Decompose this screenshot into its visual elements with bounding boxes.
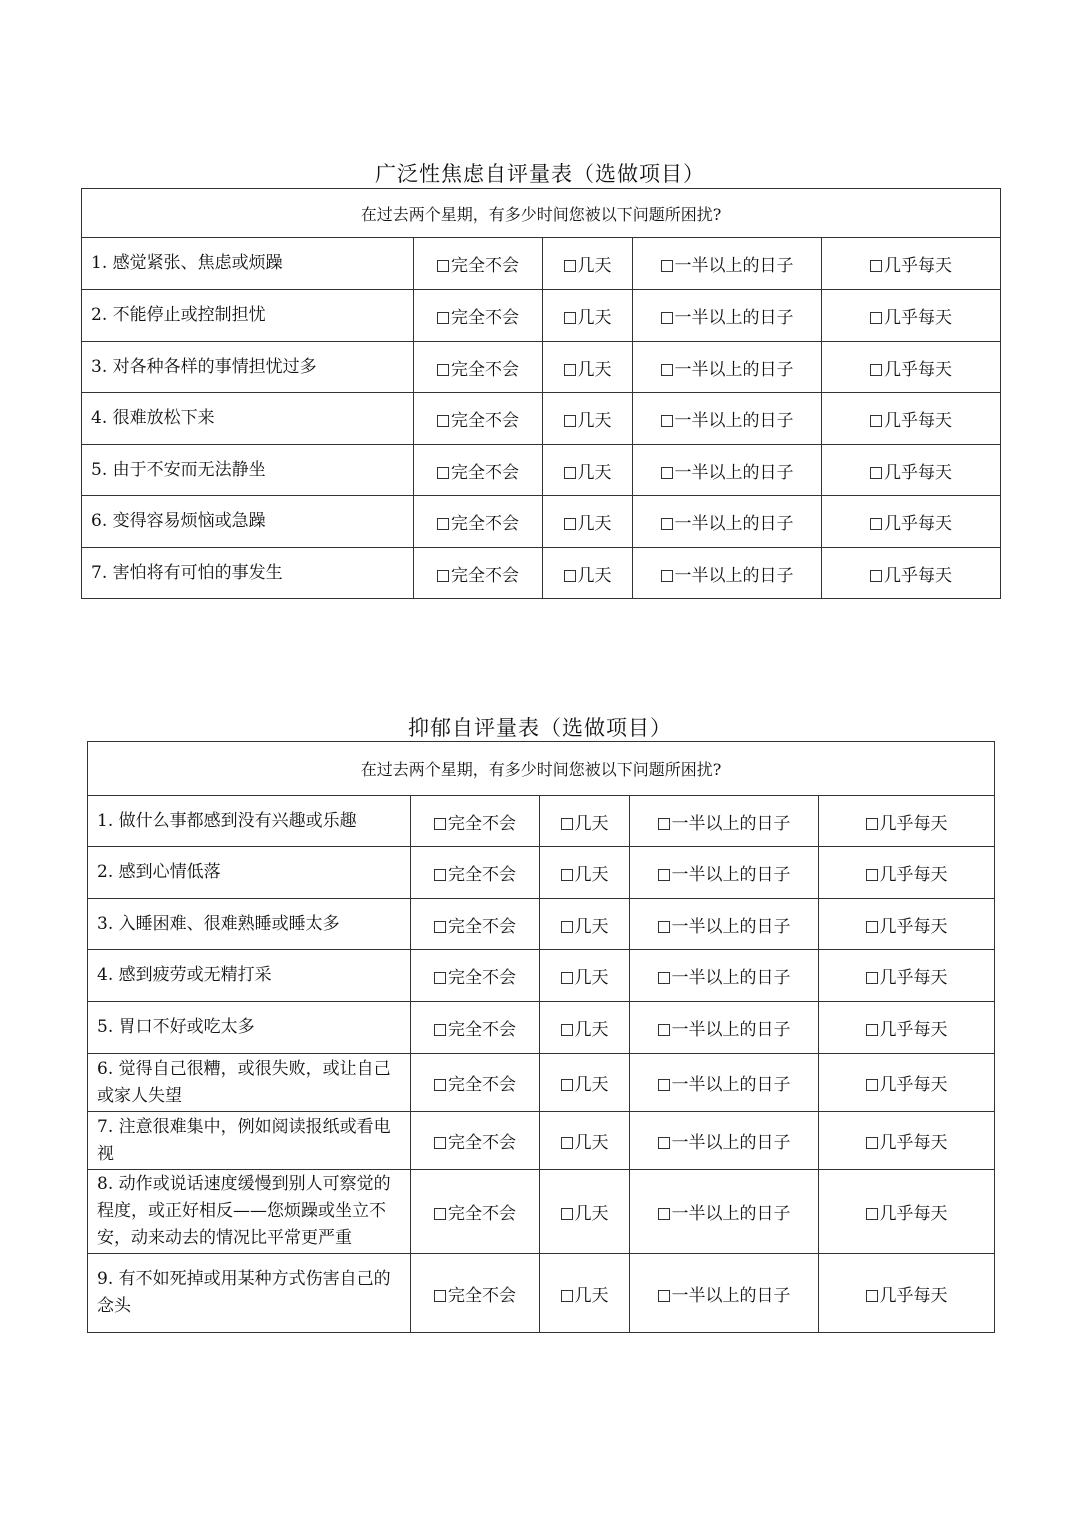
checkbox-icon[interactable] <box>564 312 576 324</box>
phq-item-3-option-3[interactable] <box>630 899 819 950</box>
option-label: 几乎每天 <box>884 462 953 483</box>
checkbox-icon[interactable] <box>866 972 878 984</box>
gad-item-6-text: 6. 变得容易烦恼或急躁 <box>82 496 414 548</box>
checkbox-icon[interactable] <box>866 818 878 830</box>
option-label: 一半以上的日子 <box>671 1020 791 1040</box>
option-label: 几天 <box>574 1020 609 1040</box>
checkbox-icon[interactable] <box>564 364 576 376</box>
gad-item-6-option-2[interactable] <box>543 496 633 548</box>
phq-item-5-option-3[interactable] <box>630 1002 819 1054</box>
option-label: 完全不会 <box>448 1133 516 1153</box>
checkbox-icon[interactable] <box>658 972 670 984</box>
gad-item-7-option-2[interactable] <box>543 548 633 599</box>
checkbox-icon[interactable] <box>561 1079 573 1091</box>
phq-item-1-option-1[interactable] <box>411 796 540 847</box>
gad-item-7-option-4[interactable] <box>822 548 1001 599</box>
gad-item-1-option-4[interactable] <box>822 238 1001 290</box>
phq-item-6-option-3[interactable] <box>630 1054 819 1112</box>
phq-item-3-option-1[interactable] <box>411 899 540 950</box>
gad-item-4-option-2[interactable] <box>543 393 633 445</box>
checkbox-icon[interactable] <box>658 1208 670 1220</box>
option-label: 几天 <box>574 865 609 885</box>
table-row <box>82 445 1001 496</box>
option-label: 几乎每天 <box>884 308 953 328</box>
gad-item-1-text: 1. 感觉紧张、焦虑或烦躁 <box>82 238 414 290</box>
checkbox-icon[interactable] <box>866 869 878 881</box>
option-label: 完全不会 <box>448 865 516 885</box>
option-label: 几天 <box>574 1133 609 1153</box>
checkbox-icon[interactable] <box>870 312 882 324</box>
gad-title: 广泛性焦虑自评量表（选做项目） <box>375 162 705 186</box>
phq-item-4-option-3[interactable] <box>630 950 819 1002</box>
phq-item-7-option-4[interactable] <box>819 1112 995 1170</box>
gad-item-3-option-1[interactable] <box>414 342 543 393</box>
checkbox-icon[interactable] <box>870 260 882 272</box>
checkbox-icon[interactable] <box>564 415 576 427</box>
option-label: 完全不会 <box>448 916 516 937</box>
gad-item-5-text: 5. 由于不安而无法静坐 <box>82 445 414 496</box>
option-label: 几天 <box>574 813 609 834</box>
gad-item-5-option-4[interactable] <box>822 445 1001 496</box>
checkbox-icon[interactable] <box>658 1137 670 1149</box>
gad-item-7-option-1[interactable] <box>414 548 543 599</box>
checkbox-icon[interactable] <box>561 972 573 984</box>
option-label: 完全不会 <box>451 462 519 483</box>
option-label: 一半以上的日子 <box>674 256 794 276</box>
checkbox-icon[interactable] <box>561 921 573 933</box>
option-label: 一半以上的日子 <box>671 1133 791 1153</box>
phq-item-8-option-2[interactable] <box>540 1170 630 1254</box>
option-label: 几乎每天 <box>884 514 953 534</box>
checkbox-icon[interactable] <box>866 1137 878 1149</box>
gad-item-4-option-1[interactable] <box>414 393 543 445</box>
checkbox-icon[interactable] <box>437 415 449 427</box>
checkbox-icon[interactable] <box>661 312 673 324</box>
option-label: 一半以上的日子 <box>671 1285 791 1306</box>
option-label: 几乎每天 <box>879 1020 948 1040</box>
option-label: 几乎每天 <box>884 411 953 431</box>
checkbox-icon[interactable] <box>658 818 670 830</box>
option-label: 几天 <box>574 968 609 988</box>
option-label: 完全不会 <box>448 1285 516 1306</box>
phq-item-1-option-2[interactable] <box>540 796 630 847</box>
checkbox-icon[interactable] <box>866 1024 878 1036</box>
checkbox-icon[interactable] <box>866 921 878 933</box>
option-label: 几乎每天 <box>879 1075 948 1095</box>
option-label: 一半以上的日子 <box>674 308 794 328</box>
option-label: 几天 <box>577 565 612 586</box>
phq-item-3-text: 3. 入睡困难、很难熟睡或睡太多 <box>88 899 411 950</box>
phq-item-6-option-4[interactable] <box>819 1054 995 1112</box>
option-label: 几乎每天 <box>879 865 948 885</box>
checkbox-icon[interactable] <box>437 312 449 324</box>
phq-item-3-option-4[interactable] <box>819 899 995 950</box>
checkbox-icon[interactable] <box>561 1208 573 1220</box>
gad-item-4-text: 4. 很难放松下来 <box>82 393 414 445</box>
phq-item-8-option-3[interactable] <box>630 1170 819 1254</box>
checkbox-icon[interactable] <box>658 869 670 881</box>
option-label: 几乎每天 <box>879 1133 948 1153</box>
phq-item-2-option-2[interactable] <box>540 847 630 899</box>
phq-item-2-option-1[interactable] <box>411 847 540 899</box>
checkbox-icon[interactable] <box>437 467 449 479</box>
phq-item-2-text: 2. 感到心情低落 <box>88 847 411 899</box>
table-row <box>88 899 995 950</box>
option-label: 一半以上的日子 <box>671 1204 791 1224</box>
option-label: 一半以上的日子 <box>674 359 794 380</box>
phq-item-7-option-1[interactable] <box>411 1112 540 1170</box>
checkbox-icon[interactable] <box>561 818 573 830</box>
option-label: 几乎每天 <box>879 813 948 834</box>
phq-item-9-option-4[interactable] <box>819 1254 995 1333</box>
option-label: 一半以上的日子 <box>671 1075 791 1095</box>
gad-item-2-option-1[interactable] <box>414 290 543 342</box>
option-label: 几乎每天 <box>879 916 948 937</box>
phq-item-5-option-1[interactable] <box>411 1002 540 1054</box>
phq-question-header: 在过去两个星期，有多少时间您被以下问题所困扰? <box>88 742 995 796</box>
option-label: 一半以上的日子 <box>674 514 794 534</box>
gad-item-1-option-3[interactable] <box>633 238 822 290</box>
gad-item-2-option-2[interactable] <box>543 290 633 342</box>
checkbox-icon[interactable] <box>434 869 446 881</box>
checkbox-icon[interactable] <box>564 570 576 582</box>
checkbox-icon[interactable] <box>561 1137 573 1149</box>
gad-item-3-option-2[interactable] <box>543 342 633 393</box>
option-label: 完全不会 <box>448 1204 516 1224</box>
table-row <box>88 1170 995 1254</box>
phq-item-3-option-2[interactable] <box>540 899 630 950</box>
phq-item-9-text: 9. 有不如死掉或用某种方式伤害自己的念头 <box>88 1254 411 1333</box>
checkbox-icon[interactable] <box>434 972 446 984</box>
checkbox-icon[interactable] <box>658 1290 670 1302</box>
checkbox-icon[interactable] <box>434 1024 446 1036</box>
checkbox-icon[interactable] <box>870 467 882 479</box>
table-row <box>82 290 1001 342</box>
option-label: 几乎每天 <box>879 968 948 988</box>
checkbox-icon[interactable] <box>434 1208 446 1220</box>
checkbox-icon[interactable] <box>561 869 573 881</box>
checkbox-icon[interactable] <box>437 260 449 272</box>
option-label: 几天 <box>577 308 612 328</box>
option-label: 几天 <box>577 462 612 483</box>
gad-item-3-text: 3. 对各种各样的事情担忧过多 <box>82 342 414 393</box>
option-label: 一半以上的日子 <box>671 968 791 988</box>
phq-item-8-option-4[interactable] <box>819 1170 995 1254</box>
phq-table <box>87 741 995 1333</box>
phq-item-7-option-3[interactable] <box>630 1112 819 1170</box>
gad-item-1-option-1[interactable] <box>414 238 543 290</box>
checkbox-icon[interactable] <box>434 818 446 830</box>
option-label: 几天 <box>574 916 609 937</box>
gad-item-7-option-3[interactable] <box>633 548 822 599</box>
checkbox-icon[interactable] <box>437 518 449 530</box>
checkbox-icon[interactable] <box>434 1079 446 1091</box>
option-label: 几乎每天 <box>884 565 953 586</box>
phq-item-8-text: 8. 动作或说话速度缓慢到别人可察觉的程度，或正好相反——您烦躁或坐立不安，动来动去的情况比平常更严重 <box>88 1170 411 1254</box>
phq-item-9-option-1[interactable] <box>411 1254 540 1333</box>
option-label: 几乎每天 <box>879 1204 948 1224</box>
gad-item-2-text: 2. 不能停止或控制担忧 <box>82 290 414 342</box>
option-label: 完全不会 <box>451 411 519 431</box>
checkbox-icon[interactable] <box>434 1290 446 1302</box>
phq-item-1-text: 1. 做什么事都感到没有兴趣或乐趣 <box>88 796 411 847</box>
checkbox-icon[interactable] <box>661 570 673 582</box>
option-label: 一半以上的日子 <box>674 411 794 431</box>
checkbox-icon[interactable] <box>661 415 673 427</box>
table-row <box>82 393 1001 445</box>
option-label: 完全不会 <box>448 968 516 988</box>
checkbox-icon[interactable] <box>870 570 882 582</box>
phq-item-5-option-4[interactable] <box>819 1002 995 1054</box>
gad-item-3-option-3[interactable] <box>633 342 822 393</box>
checkbox-icon[interactable] <box>661 467 673 479</box>
option-label: 完全不会 <box>451 359 519 380</box>
checkbox-icon[interactable] <box>661 364 673 376</box>
phq-item-9-option-3[interactable] <box>630 1254 819 1333</box>
option-label: 几乎每天 <box>879 1285 948 1306</box>
checkbox-icon[interactable] <box>564 260 576 272</box>
phq-item-1-option-3[interactable] <box>630 796 819 847</box>
option-label: 完全不会 <box>451 308 519 328</box>
phq-item-6-text: 6. 觉得自己很糟，或很失败，或让自己或家人失望 <box>88 1054 411 1112</box>
table-row <box>82 342 1001 393</box>
gad-item-1-option-2[interactable] <box>543 238 633 290</box>
option-label: 一半以上的日子 <box>671 813 791 834</box>
phq-item-2-option-4[interactable] <box>819 847 995 899</box>
checkbox-icon[interactable] <box>437 570 449 582</box>
gad-item-2-option-4[interactable] <box>822 290 1001 342</box>
option-label: 几天 <box>577 359 612 380</box>
checkbox-icon[interactable] <box>437 364 449 376</box>
phq-item-8-option-1[interactable] <box>411 1170 540 1254</box>
phq-item-2-option-3[interactable] <box>630 847 819 899</box>
gad-item-4-option-3[interactable] <box>633 393 822 445</box>
option-label: 完全不会 <box>448 1075 516 1095</box>
gad-item-3-option-4[interactable] <box>822 342 1001 393</box>
phq-item-4-option-2[interactable] <box>540 950 630 1002</box>
checkbox-icon[interactable] <box>561 1290 573 1302</box>
checkbox-icon[interactable] <box>564 467 576 479</box>
gad-item-2-option-3[interactable] <box>633 290 822 342</box>
gad-item-6-option-1[interactable] <box>414 496 543 548</box>
phq-item-7-option-2[interactable] <box>540 1112 630 1170</box>
gad-item-4-option-4[interactable] <box>822 393 1001 445</box>
checkbox-icon[interactable] <box>866 1290 878 1302</box>
checkbox-icon[interactable] <box>564 518 576 530</box>
gad-item-5-option-3[interactable] <box>633 445 822 496</box>
option-label: 完全不会 <box>448 1020 516 1040</box>
option-label: 一半以上的日子 <box>671 916 791 937</box>
table-row <box>88 1254 995 1333</box>
checkbox-icon[interactable] <box>658 921 670 933</box>
gad-table <box>81 188 1001 599</box>
table-row <box>88 847 995 899</box>
phq-item-1-option-4[interactable] <box>819 796 995 847</box>
option-label: 几天 <box>577 411 612 431</box>
checkbox-icon[interactable] <box>866 1208 878 1220</box>
option-label: 完全不会 <box>451 514 519 534</box>
gad-item-6-option-4[interactable] <box>822 496 1001 548</box>
option-label: 一半以上的日子 <box>674 462 794 483</box>
checkbox-icon[interactable] <box>658 1079 670 1091</box>
table-row <box>88 796 995 847</box>
phq-item-6-option-2[interactable] <box>540 1054 630 1112</box>
checkbox-icon[interactable] <box>661 260 673 272</box>
option-label: 几天 <box>574 1285 609 1306</box>
checkbox-icon[interactable] <box>434 921 446 933</box>
table-row <box>88 1002 995 1054</box>
checkbox-icon[interactable] <box>870 518 882 530</box>
checkbox-icon[interactable] <box>434 1137 446 1149</box>
phq-item-6-option-1[interactable] <box>411 1054 540 1112</box>
gad-item-5-option-2[interactable] <box>543 445 633 496</box>
phq-item-5-text: 5. 胃口不好或吃太多 <box>88 1002 411 1054</box>
table-row <box>88 950 995 1002</box>
gad-item-5-option-1[interactable] <box>414 445 543 496</box>
option-label: 几天 <box>574 1075 609 1095</box>
option-label: 几乎每天 <box>884 256 953 276</box>
option-label: 几天 <box>574 1204 609 1224</box>
table-row <box>82 496 1001 548</box>
phq-item-7-text: 7. 注意很难集中，例如阅读报纸或看电视 <box>88 1112 411 1170</box>
option-label: 几天 <box>577 514 612 534</box>
table-row <box>88 1112 995 1170</box>
table-row <box>82 238 1001 290</box>
table-row <box>82 548 1001 599</box>
phq-title: 抑郁自评量表（选做项目） <box>408 716 672 740</box>
option-label: 一半以上的日子 <box>671 865 791 885</box>
option-label: 几乎每天 <box>884 359 953 380</box>
option-label: 完全不会 <box>451 256 519 276</box>
option-label: 完全不会 <box>448 813 516 834</box>
table-row <box>88 1054 995 1112</box>
phq-item-4-text: 4. 感到疲劳或无精打采 <box>88 950 411 1002</box>
checkbox-icon[interactable] <box>658 1024 670 1036</box>
option-label: 完全不会 <box>451 565 519 586</box>
phq-item-4-option-4[interactable] <box>819 950 995 1002</box>
gad-item-6-option-3[interactable] <box>633 496 822 548</box>
option-label: 一半以上的日子 <box>674 565 794 586</box>
checkbox-icon[interactable] <box>866 1079 878 1091</box>
phq-item-9-option-2[interactable] <box>540 1254 630 1333</box>
checkbox-icon[interactable] <box>561 1024 573 1036</box>
phq-item-5-option-2[interactable] <box>540 1002 630 1054</box>
checkbox-icon[interactable] <box>661 518 673 530</box>
option-label: 几天 <box>577 256 612 276</box>
phq-item-4-option-1[interactable] <box>411 950 540 1002</box>
gad-item-7-text: 7. 害怕将有可怕的事发生 <box>82 548 414 599</box>
gad-question-header: 在过去两个星期，有多少时间您被以下问题所困扰? <box>82 189 1001 238</box>
checkbox-icon[interactable] <box>870 364 882 376</box>
checkbox-icon[interactable] <box>870 415 882 427</box>
